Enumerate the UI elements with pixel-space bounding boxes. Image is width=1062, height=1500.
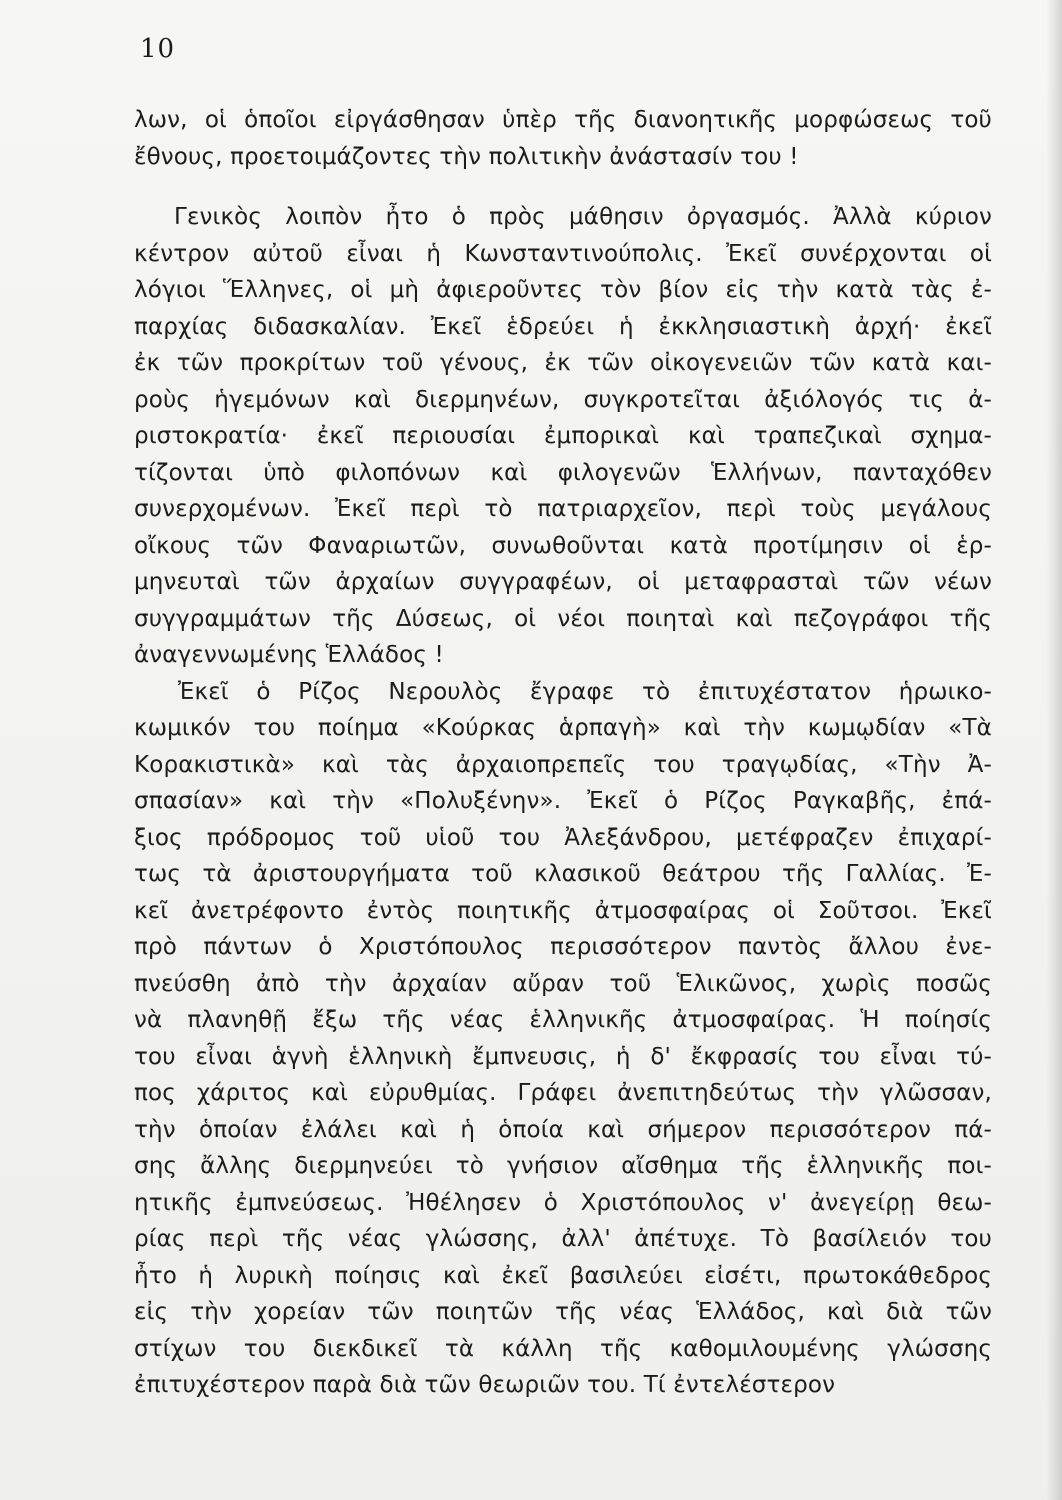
text-line: Κορακιστικὰ» καὶ τὰς ἀρχαιοπρεπεῖς του τραγῳδίας, «Τὴν Ἀ-	[134, 751, 992, 778]
text-line: πρὸ πάντων ὁ Χριστόπουλος περισσότερον παντὸς ἄλλου ἐνε-	[134, 934, 992, 960]
text-line: ροὺς ἡγεμόνων καὶ διερμηνέων, συγκροτεῖται ἀξιόλογός τις ἀ-	[134, 386, 992, 413]
text-line: ξιος πρόδρομος τοῦ υἱοῦ του Ἀλεξάνδρου, μετέφραζεν ἐπιχαρί-	[134, 824, 992, 851]
text-line: σπασίαν» καὶ τὴν «Πολυξένην». Ἐκεῖ ὁ Ρίζος Ραγκαβῆς, ἐπά-	[134, 788, 992, 814]
text-line: λων, οἱ ὁποῖοι εἰργάσθησαν ὑπὲρ τῆς διανοητικῆς μορφώσεως τοῦ	[134, 107, 992, 133]
body-text	[134, 102, 992, 1404]
text-line: ἦτο ἡ λυρικὴ ποίησις καὶ ἐκεῖ βασιλεύει εἰσέτι, πρωτοκάθεδρος	[134, 1262, 992, 1289]
paragraph-1	[134, 102, 992, 175]
text-line: τίζονται ὑπὸ φιλοπόνων καὶ φιλογενῶν Ἑλλήνων, πανταχόθεν	[134, 459, 992, 486]
paragraph-2	[134, 199, 992, 674]
text-line: οἴκους τῶν Φαναριωτῶν, συνωθοῦνται κατὰ προτίμησιν οἱ ἑρ-	[134, 532, 992, 559]
text-line: κεῖ ἀνετρέφοντο ἐντὸς ποιητικῆς ἀτμοσφαίρας οἱ Σοῦτσοι. Ἐκεῖ	[134, 897, 992, 924]
paragraph-3	[134, 674, 992, 1404]
text-line: κωμικόν του ποίημα «Κούρκας ἁρπαγὴ» καὶ τὴν κωμῳδίαν «Τὰ	[134, 715, 992, 741]
text-line: μηνευταὶ τῶν ἀρχαίων συγγραφέων, οἱ μεταφρασταὶ τῶν νέων	[134, 569, 992, 595]
text-line: νὰ πλανηθῇ ἔξω τῆς νέας ἑλληνικῆς ἀτμοσφαίρας. Ἡ ποίησίς	[134, 1007, 992, 1033]
text-line: συνερχομένων. Ἐκεῖ περὶ τὸ πατριαρχεῖον, περὶ τοὺς μεγάλους	[134, 496, 992, 522]
text-line: ἔθνους, προετοιμάζοντες τὴν πολιτικὴν ἀνάστασίν του !	[134, 143, 799, 170]
text-line: ἀναγεννωμένης Ἑλλάδος !	[134, 642, 444, 668]
text-line: ριστοκρατία· ἐκεῖ περιουσίαι ἐμπορικαὶ καὶ τραπεζικαὶ σχημα-	[134, 423, 992, 449]
text-line: τὴν ὁποίαν ἐλάλει καὶ ἡ ὁποία καὶ σήμερον περισσότερον πά-	[134, 1116, 992, 1143]
text-line: ἐκ τῶν προκρίτων τοῦ γένους, ἐκ τῶν οἰκογενειῶν τῶν κατὰ και-	[134, 350, 992, 376]
text-line: σης ἄλλης διερμηνεύει τὸ γνήσιον αἴσθημα τῆς ἑλληνικῆς ποι-	[134, 1153, 992, 1179]
text-line: του εἶναι ἁγνὴ ἑλληνικὴ ἔμπνευσις, ἡ δ' ἔκφρασίς του εἶναι τύ-	[134, 1043, 992, 1070]
text-line: εἰς τὴν χορείαν τῶν ποιητῶν τῆς νέας Ἑλλάδος, καὶ διὰ τῶν	[134, 1299, 992, 1325]
text-line: παρχίας διδασκαλίαν. Ἐκεῖ ἑδρεύει ἡ ἐκκλησιαστικὴ ἀρχή· ἐκεῖ	[134, 313, 992, 340]
text-line: λόγιοι Ἕλληνες, οἱ μὴ ἀφιεροῦντες τὸν βίον εἰς τὴν κατὰ τὰς ἐ-	[134, 277, 992, 303]
text-line: πος χάριτος καὶ εὐρυθμίας. Γράφει ἀνεπιτηδεύτως τὴν γλῶσσαν,	[134, 1080, 992, 1106]
page-edge-shadow	[1046, 0, 1062, 1500]
text-line: Γενικὸς λοιπὸν ἦτο ὁ πρὸς μάθησιν ὀργασμός. Ἀλλὰ κύριον	[174, 204, 992, 230]
text-line: συγγραμμάτων τῆς Δύσεως, οἱ νέοι ποιηταὶ καὶ πεζογράφοι τῆς	[134, 605, 992, 632]
text-line: Ἐκεῖ ὁ Ρίζος Νερουλὸς ἔγραφε τὸ ἐπιτυχέστατον ἡρωικο-	[178, 678, 992, 705]
text-line: τως τὰ ἀριστουργήματα τοῦ κλασικοῦ θεάτρου τῆς Γαλλίας. Ἐ-	[134, 861, 992, 887]
text-line: πνεύσθη ἀπὸ τὴν ἀρχαίαν αὔραν τοῦ Ἑλικῶνος, χωρὶς ποσῶς	[134, 970, 992, 997]
text-line: ητικῆς ἐμπνεύσεως. Ἠθέλησεν ὁ Χριστόπουλος ν' ἀνεγείρῃ θεω-	[134, 1189, 992, 1216]
text-line: κέντρον αὐτοῦ εἶναι ἡ Κωνσταντινούπολις. Ἐκεῖ συνέρχονται οἱ	[134, 240, 992, 267]
page-number: 10	[140, 34, 176, 64]
text-line: στίχων του διεκδικεῖ τὰ κάλλη τῆς καθομιλουμένης γλώσσης	[134, 1335, 992, 1362]
text-line: ἐπιτυχέστερον παρὰ διὰ τῶν θεωριῶν του. Τί ἐντελέστερον	[134, 1372, 836, 1398]
text-line: ρίας περὶ τῆς νέας γλώσσης, ἀλλ' ἀπέτυχε. Τὸ βασίλειόν του	[134, 1226, 992, 1252]
